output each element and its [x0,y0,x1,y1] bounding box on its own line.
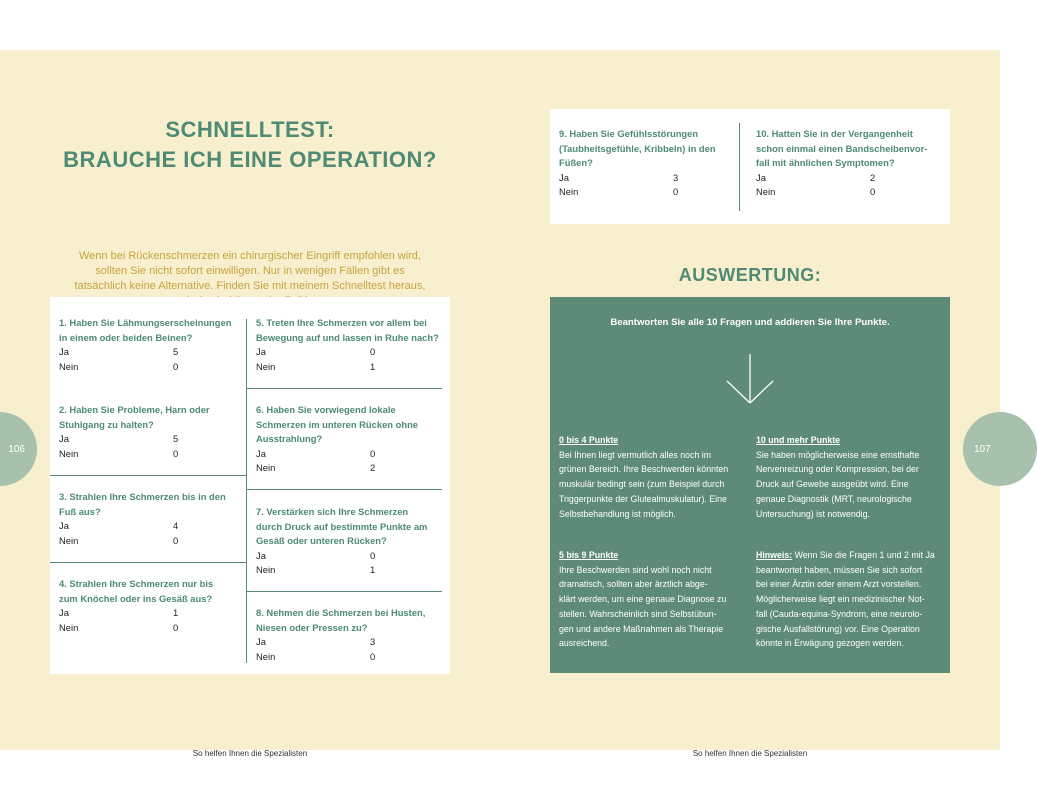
question-9: 9. Haben Sie Gefühlsstörungen (Taubheitsgefühle, Kribbeln) in den Füßen? Ja 3 Nein 0 [559,128,716,197]
page-title: SCHNELLTEST: BRAUCHE ICH EINE OPERATION? [63,117,437,172]
question-3: 3. Strahlen Ihre Schmerzen bis in den Fuß aus? Ja 4 Nein 0 [59,491,226,546]
page-number-left: 106 [0,412,37,486]
column-divider [246,319,247,663]
arrow-down-icon [725,352,775,407]
question-6: 6. Haben Sie vorwiegend lokale Schmerzen im unteren Rücken ohne Ausstrahlung? Ja 0 Nein 2 [256,404,419,473]
book-spread [0,50,1000,758]
evaluation-heading: AUSWERTUNG: [678,265,822,285]
question-7: 7. Verstärken sich Ihre Schmerzen durch Druck auf bestimmte Punkte am Gesäß oder unteren Rücken? Ja 0 Nein 1 [256,506,428,575]
evaluation-box [550,297,950,673]
question-8: 8. Nehmen die Schmerzen bei Husten, Niesen oder Pressen zu? Ja 3 Nein 0 [256,607,426,662]
footer-right: So helfen Ihnen die Spezialisten [692,749,808,758]
result-5-9: 5 bis 9 Punkte Ihre Beschwerden sind wohl noch nicht dramatisch, sollten aber ärztlich abge- klärt werden, um eine genaue Diagnose zu stellen. Wahrscheinlich sind Selbstübun- gen und andere Maßnahmen als Therapie ausreichend. [559,550,727,649]
column-divider [739,123,740,211]
questions-box-left [50,297,450,674]
row-divider [50,562,246,563]
question-2: 2. Haben Sie Probleme, Harn oder Stuhlgang zu halten? Ja 5 Nein 0 [59,404,210,459]
row-divider [246,489,442,490]
question-5: 5. Treten Ihre Schmerzen vor allem bei Bewegung auf und lassen in Ruhe nach? Ja 0 Nein 1 [256,317,439,372]
row-divider [246,388,442,389]
intro-text: Wenn bei Rückenschmerzen ein chirurgischer Eingriff empfohlen wird, sollten Sie nicht sofort einwilligen. Nur in wenigen Fällen gibt es tatsächlich keine Alternative. Finden Sie mit meinem Schnelltest heraus, [74,250,426,292]
questions-box-right [550,109,950,224]
result-hinweis: Hinweis: Wenn Sie die Fragen 1 und 2 mit Ja beantwortet haben, müssen Sie sich sofort bei einer Ärztin oder einem Arzt vorstellen. Möglicherweise liegt ein medizinischer Not- fall (Cauda-equina-Syndrom, eine neurolo- gische Ausfallstörung) vor. Eine Operation könnte in Erwägung gezogen werden. [756,550,935,649]
question-10: 10. Hatten Sie in der Vergangenheit schon einmal einen Bandscheibenvor- fall mit ähnlichen Symptomen? Ja 2 Nein 0 [756,128,928,197]
row-divider [50,475,246,476]
row-divider [246,591,442,592]
footer-left: So helfen Ihnen die Spezialisten [192,749,308,758]
page-number-right: 107 [963,412,1037,486]
question-1: 1. Haben Sie Lähmungserscheinungen in einem oder beiden Beinen? Ja 5 Nein 0 [59,317,232,372]
question-4: 4. Strahlen Ihre Schmerzen nur bis zum Knöchel oder ins Gesäß aus? Ja 1 Nein 0 [59,578,214,633]
evaluation-instruction: Beantworten Sie alle 10 Fragen und addieren Sie Ihre Punkte. [610,317,890,328]
result-10-plus: 10 und mehr Punkte Sie haben möglicherweise eine ernsthafte Nervenreizung oder Kompression, bei der Druck auf Gewebe ausgeübt wird. Eine genaue Diagnostik (MRT, neurologische Untersuchung) ist notwendig. [756,435,920,519]
result-0-4: 0 bis 4 Punkte Bei Ihnen liegt vermutlich alles noch im grünen Bereich. Ihre Beschwerden könnten muskulär bedingt sein (zum Beispiel durch Triggerpunkte der Glutealmuskulatur). Eine Selbstbehandlung ist möglich. [559,435,729,519]
